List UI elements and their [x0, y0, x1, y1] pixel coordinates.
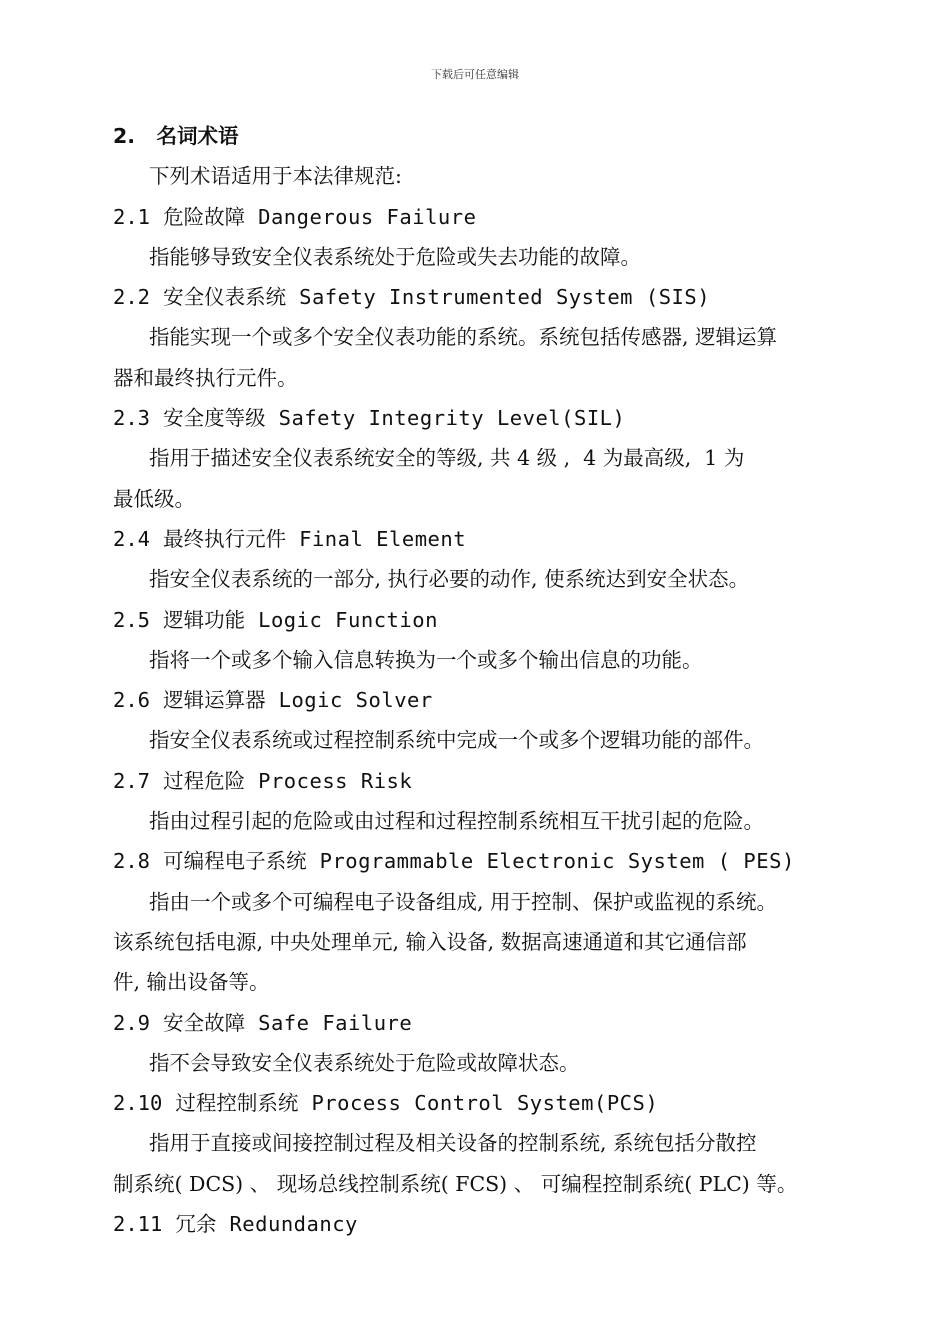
term-chinese: 安全仪表系统	[163, 285, 287, 310]
document-body	[113, 116, 883, 1244]
term-english: Final Element	[299, 526, 467, 551]
term-number: 2.5	[113, 607, 151, 632]
term-chinese: 逻辑功能	[163, 607, 246, 632]
term-description: 指安全仪表系统的一部分, 执行必要的动作, 使系统达到安全状态。	[149, 567, 750, 592]
term-list	[113, 197, 883, 1245]
term-english: Safety Integrity Level(SIL)	[278, 406, 626, 431]
term-description: 指用于描述安全仪表系统安全的等级, 共 4 级 , 4 为最高级, 1 为	[149, 446, 745, 471]
term-description: 指安全仪表系统或过程控制系统中完成一个或多个逻辑功能的部件。	[149, 728, 764, 753]
section-title: 名词术语	[156, 124, 239, 148]
term-chinese: 过程危险	[163, 768, 246, 793]
term-description: 件, 输出设备等。	[113, 970, 270, 995]
term-description: 指用于直接或间接控制过程及相关设备的控制系统, 系统包括分散控	[149, 1131, 757, 1156]
term-heading	[113, 600, 883, 640]
term-english: Safe Failure	[258, 1010, 413, 1035]
term-chinese: 安全度等级	[163, 406, 266, 431]
term-description: 该系统包括电源, 中央处理单元, 输入设备, 数据高速通道和其它通信部	[113, 929, 747, 954]
term-chinese: 可编程电子系统	[163, 849, 307, 874]
term-description: 器和最终执行元件。	[113, 365, 298, 390]
term-english: Process Control System(PCS)	[311, 1091, 659, 1116]
term-description: 制系统( DCS) 、 现场总线控制系统( FCS) 、 可编程控制系统( PLC) 等。	[113, 1171, 798, 1196]
term-english: Logic Function	[258, 607, 438, 632]
term-english: Safety Instrumented System (SIS)	[299, 285, 711, 310]
term-chinese: 安全故障	[163, 1010, 246, 1035]
term-heading	[113, 1083, 883, 1123]
page-header: 下载后可任意编辑	[431, 68, 519, 81]
term-description: 指能够导致安全仪表系统处于危险或失去功能的故障。	[149, 244, 641, 269]
term-chinese: 最终执行元件	[163, 526, 287, 551]
term-english: Logic Solver	[278, 688, 433, 713]
term-number: 2.4	[113, 526, 151, 551]
term-description: 指由一个或多个可编程电子设备组成, 用于控制、保护或监视的系统。	[149, 889, 778, 914]
term-number: 2.9	[113, 1010, 151, 1035]
section-heading	[113, 116, 883, 156]
term-heading	[113, 680, 883, 720]
term-number: 2.6	[113, 688, 151, 713]
term-heading	[113, 1003, 883, 1043]
term-heading	[113, 197, 883, 237]
term-heading	[113, 841, 883, 881]
term-number: 2.7	[113, 768, 151, 793]
term-english: Process Risk	[258, 768, 413, 793]
term-heading	[113, 398, 883, 438]
term-heading	[113, 761, 883, 801]
term-number: 2.8	[113, 849, 151, 874]
term-description: 指由过程引起的危险或由过程和过程控制系统相互干扰引起的危险。	[149, 809, 764, 834]
intro-paragraph: 下列术语适用于本法律规范:	[149, 164, 402, 189]
term-description: 最低级。	[113, 486, 195, 511]
term-number: 2.3	[113, 406, 151, 431]
term-english: Programmable Electronic System ( PES)	[319, 849, 795, 874]
term-chinese: 逻辑运算器	[163, 688, 266, 713]
term-chinese: 冗余	[175, 1212, 217, 1237]
term-description: 指将一个或多个输入信息转换为一个或多个输出信息的功能。	[149, 647, 703, 672]
term-number: 2.2	[113, 285, 151, 310]
term-description: 指不会导致安全仪表系统处于危险或故障状态。	[149, 1050, 580, 1075]
term-description: 指能实现一个或多个安全仪表功能的系统。系统包括传感器, 逻辑运算	[149, 325, 778, 350]
term-number: 2.1	[113, 204, 151, 229]
term-english: Dangerous Failure	[258, 204, 477, 229]
term-heading	[113, 277, 883, 317]
term-number: 2.11	[113, 1212, 163, 1237]
term-chinese: 过程控制系统	[175, 1091, 299, 1116]
term-heading	[113, 519, 883, 559]
section-number: 2.	[113, 124, 136, 148]
term-number: 2.10	[113, 1091, 163, 1116]
term-english: Redundancy	[229, 1212, 358, 1237]
term-chinese: 危险故障	[163, 204, 246, 229]
term-heading	[113, 1204, 883, 1244]
